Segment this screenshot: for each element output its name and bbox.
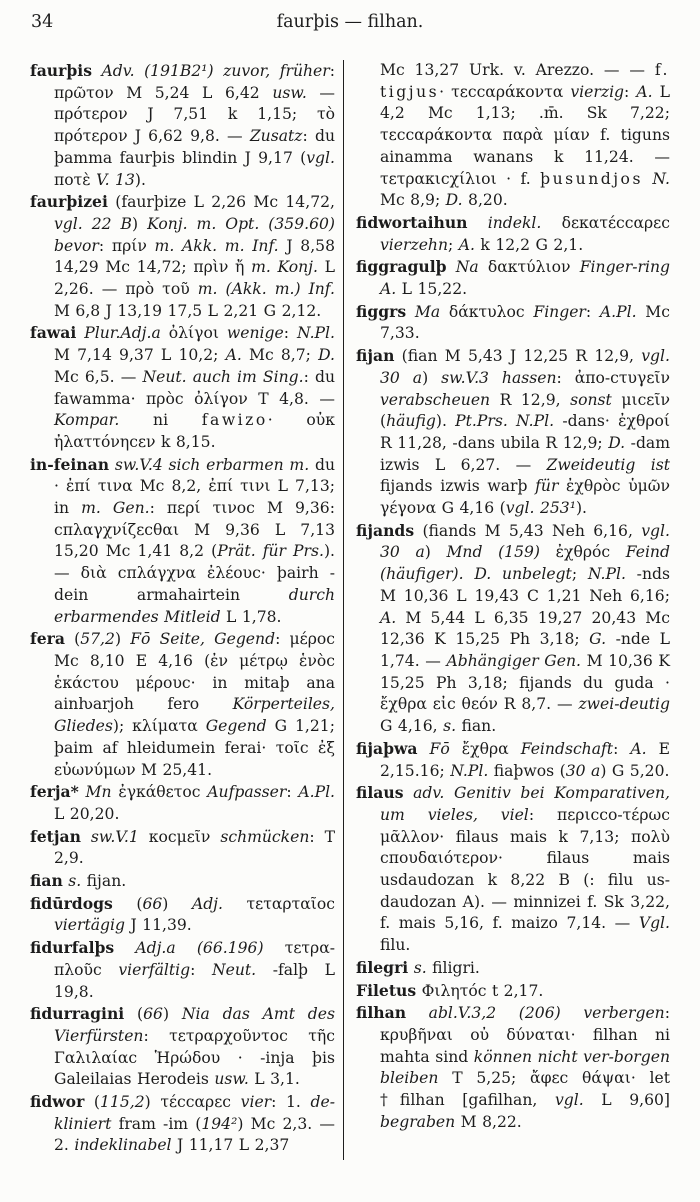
text-run: V. 13 [96,170,135,189]
text-run: E 2,15.16; [380,739,670,780]
text-run: · τεϲϲαράκοντα [439,82,571,101]
text-run: Vgl. [638,914,670,933]
text-run: G 1,21; þaim af hleidumein ferai· τοῖϲ ἐξ εὐωνύμων M 25,41. [54,717,335,779]
text-run: : [585,302,600,321]
dictionary-entry-fidwortaihun [356,212,670,256]
text-columns [30,60,670,1160]
text-run: (fiands M 5,43 Neh 6,16, [414,521,642,540]
dictionary-entry-fetjan [30,826,335,870]
text-run: fian. [456,717,497,736]
text-run: : [613,739,631,758]
text-run: filu. [380,936,411,955]
text-run: ὀλίγοι [160,324,227,343]
text-run: A. [458,235,475,254]
text-run: 8,20. [462,191,508,210]
text-run: 66 [143,1005,163,1024]
text-run: 115,2 [99,1093,145,1112]
text-run: Ma [406,302,441,321]
text-run: : 1. [271,1093,311,1112]
headword: faurþizei [30,192,108,212]
text-run: Mc 8,9; [380,191,446,210]
text-run: L 1,78. [220,607,282,626]
text-run: þusundjos [540,169,643,188]
text-run: fijan. [81,872,127,891]
text-run: m. (Akk. m.) Inf. [197,280,335,299]
text-run: — πρότερον J 7,51 k 1,15; τὸ πρότερον J 6,62 9,8. — [54,83,335,146]
column-divider [343,60,344,1160]
text-run: : τετραρχοῦντοϲ τῆϲ Γαλιλαίαϲ Ἡρώδου · -inja þis Galeilaias Herodeis [54,1026,335,1089]
text-run: D. [608,433,626,452]
dictionary-entry-fidurfalths [30,937,335,1003]
text-run: s. [443,717,457,736]
text-run: f. tigjus [380,61,670,101]
text-run: ) [162,1005,182,1024]
text-run: fijands izwis warþ [380,477,536,496]
text-run: A. [225,346,242,365]
dictionary-entry-faurthis [30,60,335,191]
text-run: usw. [272,83,307,102]
text-run: · οὐκ ἠλαττόνηϲεν k 8,15. [54,411,335,451]
headword: fijands [356,520,415,540]
text-run: G 4,16, [380,717,444,736]
dictionary-entry-fijands [356,520,670,738]
text-run: durch erbarmendes Mitleid [54,585,335,626]
text-run: : du fawamma· πρὸϲ ὀλίγον T 4,8. — [54,367,335,408]
text-run: : [190,960,212,979]
text-run: δακτύλιον [478,258,580,277]
text-run: Nia das Amt des Vierfürsten [54,1005,335,1045]
text-run: Plur.Adj.a [76,324,161,343]
text-run: schmücken [220,827,310,846]
headword: fidurragini [30,1004,125,1024]
text-run: D. [318,346,336,365]
text-run: A. [380,608,397,627]
text-run: ( [84,1093,100,1112]
text-run: usw. [214,1070,249,1089]
text-run: sonst [570,390,612,409]
dictionary-entry-ferja [30,781,335,825]
dictionary-entry-fera [30,628,335,781]
text-run: δεκατέϲϲαρεϲ [541,213,670,232]
text-run: vgl. [554,1091,584,1110]
headword: ferja* [30,782,79,802]
text-run: : πρίν [98,236,155,255]
headword: in-feinan [30,454,110,474]
headword: fijaþwa [356,738,418,758]
text-run: Konj. m. Opt. (359.60) bevor [54,214,335,255]
headword: filegri [356,957,409,977]
text-run: -dans· ἐχθροί R 11,28, -dans ubila R 12,9; [380,412,671,452]
text-run: ἔχθρα [449,739,521,758]
text-run: A.Pl. [298,783,336,802]
headword: fijan [356,346,395,366]
text-run [464,565,475,583]
text-run: indekl. [467,213,542,232]
text-run: wenige [226,324,284,343]
dictionary-entry-fidurragini [30,1003,335,1091]
text-run: Körperteiles, Gliedes [54,695,335,736]
text-run: ἐγκάθετοϲ [111,783,208,802]
text-run: ( [64,630,81,649]
text-run: ). [134,170,146,189]
left-column [30,60,335,1157]
text-run: R 12,9, [490,390,571,409]
text-run: A. [636,82,653,101]
text-run: Feind (häufiger). [380,543,670,584]
text-run: τεταρταῖοϲ [222,894,335,913]
text-run: τετρα-πλοῦϲ [54,939,335,979]
headword: fera [30,629,65,649]
text-run: -dam izwis L 6,27. — [380,433,671,474]
text-run: δάκτυλοϲ [440,302,534,321]
text-run: L 2,26. — πρὸ τοῦ [54,258,336,299]
text-run: : περί τινοϲ M 9,36: ϲπλαγχνίζεϲθαι M 9,36 L 7,13 15,20 Mc 1,41 8,2 ( [54,499,335,561]
text-run: fawizo [201,411,268,430]
text-run: L 4,2 Mc 1,13; .m̄. Sk 7,22; τεϲϲαράκοντα παρὰ μίαν f. tiguns ainamma wanans k 11,24. — τετρακιϲχίλιοι · f. [380,82,670,188]
dictionary-entry-fidwor [30,1091,335,1157]
text-run: ἐχθρόϲ [540,543,626,562]
text-run: : T 2,9. [54,827,336,868]
text-run: sw.V.1 [80,827,139,846]
text-run: D. [445,191,463,210]
dictionary-entry-fijan [356,345,670,520]
text-run: : [624,82,637,101]
text-run: s. [62,872,82,891]
text-run: vgl. 30 a [380,521,670,562]
page-number: 34 [31,12,54,32]
text-run: fram -im ( [111,1114,202,1133]
text-run: ) [424,543,447,562]
text-run: häufig [386,412,436,431]
text-run: verabscheuen [380,390,491,409]
text-run: m. Gen. [81,499,150,518]
text-run: Kompar. [54,411,120,430]
text-run: N.Pl. [450,761,489,780]
text-run: M 7,14 9,37 L 10,2; [54,346,226,365]
dictionary-entry-fijathwa [356,738,670,782]
text-run: A.Pl. [599,302,637,321]
text-run: : [283,324,297,343]
text-run: vgl. 253¹ [505,499,576,518]
text-run: ) [114,630,131,649]
headword: fidwor [30,1092,85,1112]
text-run: Mc 7,33. [380,302,670,343]
text-run: ) τέϲϲαρεϲ [144,1093,241,1112]
text-run: Mn [78,783,112,802]
dictionary-entry-faurthizei [30,191,335,322]
text-run: vgl. 22 B [54,214,133,233]
text-run: begraben [380,1112,456,1131]
text-run: ) [132,214,148,233]
text-run: N. [652,169,670,188]
text-run: N.Pl. [296,324,335,343]
headword: faurþis [30,61,92,80]
text-run: ( [124,1005,144,1024]
headword: fawai [30,323,77,343]
text-run [643,170,652,188]
text-run: Fō [417,739,450,758]
text-run: Adj. [191,894,223,913]
text-run: Aufpasser [207,783,287,802]
text-run: Pt.Prs. N.Pl. [455,412,555,431]
text-run: filigri. [426,958,480,977]
text-run: ni [119,411,202,430]
text-run: Adj.a (66.196) [114,939,264,958]
text-run: (faurþize L 2,26 Mc 14,72, [107,193,335,212]
text-run: : πρῶτον M 5,24 L 6,42 [54,62,335,102]
headword: fian [30,871,63,891]
text-run: L 15,22. [396,280,468,299]
text-run: ). [575,499,588,518]
headword: fidwortaihun [356,212,468,232]
text-run: du · ἐπί τινα Mc 8,2, ἐπί τινι L 7,13; in [54,455,336,518]
text-run: Finger-ring [579,258,670,277]
headword: filaus [356,783,404,803]
text-run: L 20,20. [54,804,120,823]
text-run: Finger [533,302,586,321]
dictionary-entry-filaus [356,782,670,957]
headword: Filetus [356,980,417,1000]
dictionary-entry-figgragulth [356,256,670,300]
text-run: Neut. [211,960,257,979]
text-run: N.Pl. [587,565,626,584]
text-run: sw.V.4 sich erbarmen m. [109,455,310,474]
text-run: A. [630,739,647,758]
headword: figgragulþ [356,257,447,277]
text-run: können nicht ver-borgen bleiben [380,1047,670,1088]
text-run: ἐχθρὸϲ ὑμῶν γέγονα G 4,16 ( [380,477,670,518]
dictionary-entry-fidwor-continued [356,60,670,212]
text-run: Neut. auch im Sing. [142,367,304,386]
text-run: Mc 13,27 Urk. v. Arezzo. — — [380,61,655,79]
text-run: ) G 5,20. [600,761,670,780]
text-run: sw.V.3 hassen [441,368,557,387]
text-run: ποτὲ [54,170,97,189]
text-run: Fō Seite, Gegend [130,630,276,649]
text-run: μιϲεῖν ( [380,390,670,431]
text-run: -nds M 10,36 L 19,43 C 1,21 Neh 6,16; [380,565,670,605]
text-run: k 12,2 G 2,1. [474,235,584,254]
text-run: vgl. [306,148,335,167]
headword: filhan [356,1003,407,1023]
text-run: L 3,1. [248,1070,300,1089]
headword: figgrs [356,301,407,321]
text-run: (fian M 5,43 J 12,25 R 12,9, [394,347,642,366]
text-run: -nde L 1,74. — [380,630,670,670]
dictionary-entry-in-feinan [30,454,335,629]
text-run: -falþ L 19,8. [54,960,335,1001]
text-run: : μέροϲ Mc 8,10 E 4,16 (ἐν μέτρῳ ἑνὸϲ ἑκάϲτου μέρουϲ· in mitaþ ana ainƕarjoh fero [54,630,335,714]
dictionary-entry-fawai [30,322,335,453]
text-run: J 11,17 L 2,37 [171,1136,290,1155]
text-run: vierzig [570,82,625,101]
dictionary-entry-filetus [356,980,670,1003]
text-run: : κρυβῆναι οὐ δύναται· filhan ni mahta sind [380,1004,670,1066]
text-run: Na [446,258,479,277]
text-run: : [286,783,299,802]
text-run: M 10,36 K 15,25 Ph 3,18; fijands du guda · ἔχθρα εἰϲ θεόν R 8,7. — [380,651,670,714]
text-run: M 6,8 J 13,19 17,5 L 2,21 G 2,12. [54,301,322,320]
text-run: 194² [201,1114,238,1133]
text-run: 66 [142,894,163,913]
text-run: ) [422,368,442,387]
text-run: vier [240,1093,272,1112]
headword: fidūrdogs [30,893,113,913]
text-run: ; [448,235,459,254]
text-run: T 5,25; ἄφεϲ θάψαι· let †filhan [gafilhan, [380,1069,670,1110]
text-run: Mc 6,5. — [54,367,143,386]
text-run: Adv. (191B2¹) zuvor, früher [91,62,330,80]
text-run: m. Konj. [251,258,318,277]
text-run: zwei-deutig [578,695,670,714]
text-run: Gegend [205,717,267,736]
text-run: 57,2 [80,630,115,649]
text-run: J 11,39. [125,916,192,935]
text-run: G. [589,630,607,649]
running-title: faurþis — filhan. [276,12,424,32]
text-run: M 5,44 L 6,35 19,27 20,43 Mc 12,36 K 15,25 Ph 3,18; [380,608,670,649]
text-run: M 8,22. [455,1112,522,1131]
text-run: ). [435,412,456,431]
dictionary-entry-fidurdogs [30,893,335,937]
text-run: Mc 8,7; [241,346,319,365]
text-run: Zweideutig ist [546,455,670,474]
dictionary-entry-fian [30,870,335,893]
text-run: ) [162,894,192,913]
text-run: : περιϲϲο-τέρωϲ μᾶλλον· filaus mais k 7,13; πολὺ ϲπουδαιότερον· filaus mais usdaudozan k 8,22 B (: filu us-daudozan A). — minnizei f. Sk 3,22, f. mais 5,16, f. maizo 7,14. — [380,805,670,933]
text-run: : du þamma faurþis blindin J 9,17 ( [54,127,335,167]
text-run: viertägig [54,916,125,935]
dictionary-entry-filhan [356,1002,670,1133]
text-run: fiaþwos ( [488,761,566,780]
text-run: Feindschaft [520,739,614,758]
text-run: ; [571,565,588,584]
text-run: adv. Genitiv bei Komparativen, um vieles, viel [380,784,670,824]
text-run: für [535,477,559,496]
headword: fidurfalþs [30,938,115,958]
text-run: Zusatz [249,127,303,146]
text-run: indeklinabel [74,1136,172,1155]
dictionary-entry-figgrs [356,301,670,345]
text-run: ( [112,894,143,913]
text-run: s. [408,958,427,977]
text-run: Prät. für Prs. [217,542,324,561]
text-run: D. unbelegt [474,565,572,584]
headword: fetjan [30,826,81,846]
text-run: ) Mc 2,3. — 2. [54,1114,335,1155]
text-run: ); κλίματα [112,717,206,736]
text-run: de-kliniert [54,1093,335,1133]
right-column [356,60,670,1133]
text-run: 30 a [565,761,601,780]
text-run: vgl. 30 a [380,347,670,387]
text-run: κοϲμεῖν [138,827,221,846]
text-run: vierfältig [118,960,191,979]
text-run: Φιλητόϲ t 2,17. [416,981,544,1000]
text-run: L 9,60] [583,1091,670,1110]
text-run: vierzehn [380,235,449,254]
text-run: : ἀπο-ϲτυγεῖν [556,368,670,387]
text-run: Abhängiger Gen. [446,651,581,670]
text-run: A. [380,280,397,299]
dictionary-entry-filegri [356,957,670,980]
text-run: J 8,58 14,29 Mc 14,72; πρὶν ἤ [54,236,335,277]
text-run: ). — διὰ ϲπλάγχνα ἐλέουϲ· þairh -dein armahairtein [54,542,335,604]
text-run: m. Akk. m. Inf. [154,236,279,255]
text-run: Mnd (159) [446,543,541,562]
text-run: abl.V.3,2 (206) verbergen [406,1004,665,1023]
